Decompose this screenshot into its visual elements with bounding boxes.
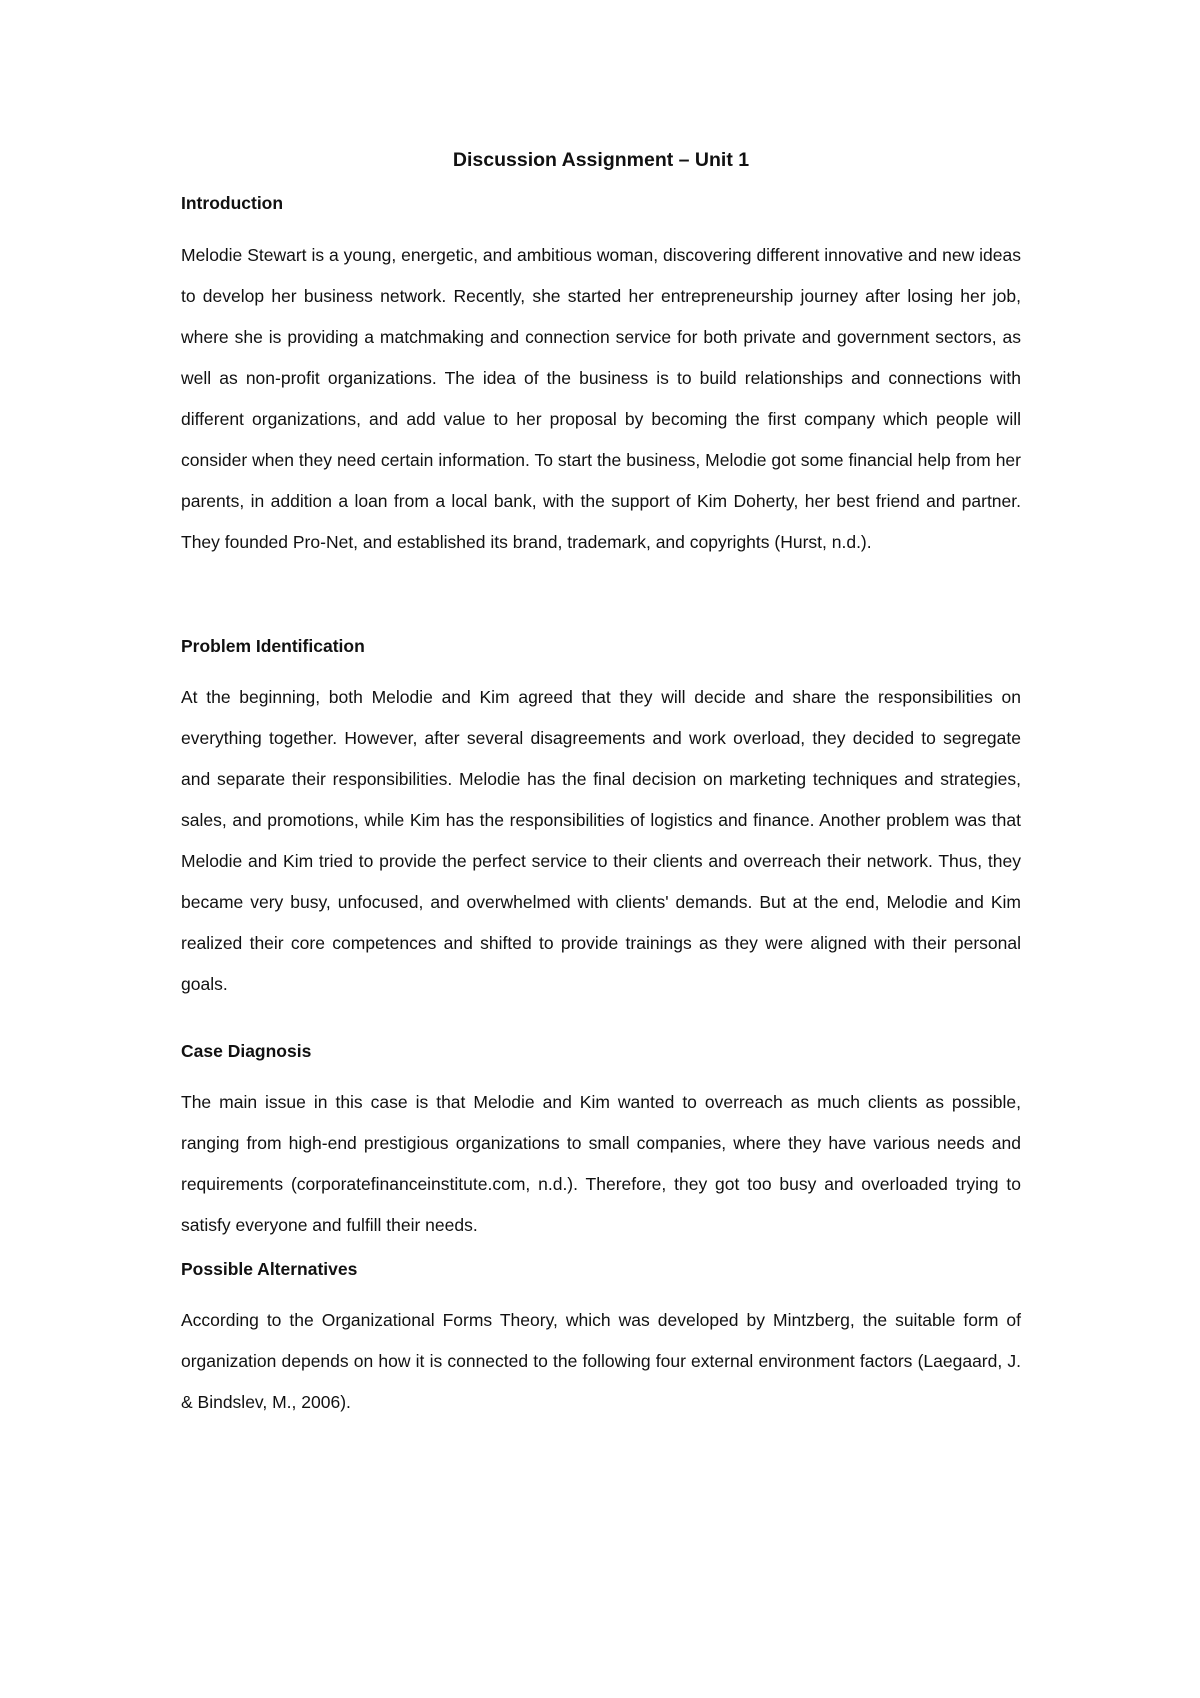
section-heading-problem-identification: Problem Identification [181, 636, 365, 656]
section-heading-introduction: Introduction [181, 193, 284, 213]
section-heading-possible-alternatives: Possible Alternatives [181, 1259, 358, 1279]
section-body-problem-identification: At the beginning, both Melodie and Kim agreed that they will decide and share the responsibilities on everything together. However, after several disagreements and work overload, they decided to segregate and separate their responsibilities. Melodie has the final decision on marketing techniques and strategies, sales, and promotions, while Kim has the responsibilities of logistics and finance. Another problem was that Melodie and Kim tried to provide the perfect service to their clients and overreach their network. Thus, they became very busy, unfocused, and overwhelmed with clients' demands. But at the end, Melodie and Kim realized their core competences and shifted to provide trainings as they were aligned with their personal goals. [181, 687, 1021, 994]
section-body-possible-alternatives: According to the Organizational Forms Theory, which was developed by Mintzberg, the suitable form of organization depends on how it is connected to the following four external environment factors (Laegaard, J. & Bindslev, M., 2006). [181, 1310, 1021, 1412]
document-title: Discussion Assignment – Unit 1 [452, 149, 750, 171]
section-body-case-diagnosis: The main issue in this case is that Melodie and Kim wanted to overreach as much clients as possible, ranging from high-end prestigious organizations to small companies, where they have various needs and requirements (corporatefinanceinstitute.com, n.d.). Therefore, they got too busy and overloaded trying to satisfy everyone and fulfill their needs. [181, 1092, 1021, 1235]
section-heading-case-diagnosis: Case Diagnosis [181, 1041, 312, 1061]
section-body-introduction: Melodie Stewart is a young, energetic, and ambitious woman, discovering different innovative and new ideas to develop her business network. Recently, she started her entrepreneurship journey after losing her job, where she is providing a matchmaking and connection service for both private and government sectors, as well as non-profit organizations. The idea of the business is to build relationships and connections with different organizations, and add value to her proposal by becoming the first company which people will consider when they need certain information. To start the business, Melodie got some financial help from her parents, in addition a loan from a local bank, with the support of Kim Doherty, her best friend and partner. They founded Pro-Net, and established its brand, trademark, and copyrights (Hurst, n.d.). [181, 245, 1021, 552]
